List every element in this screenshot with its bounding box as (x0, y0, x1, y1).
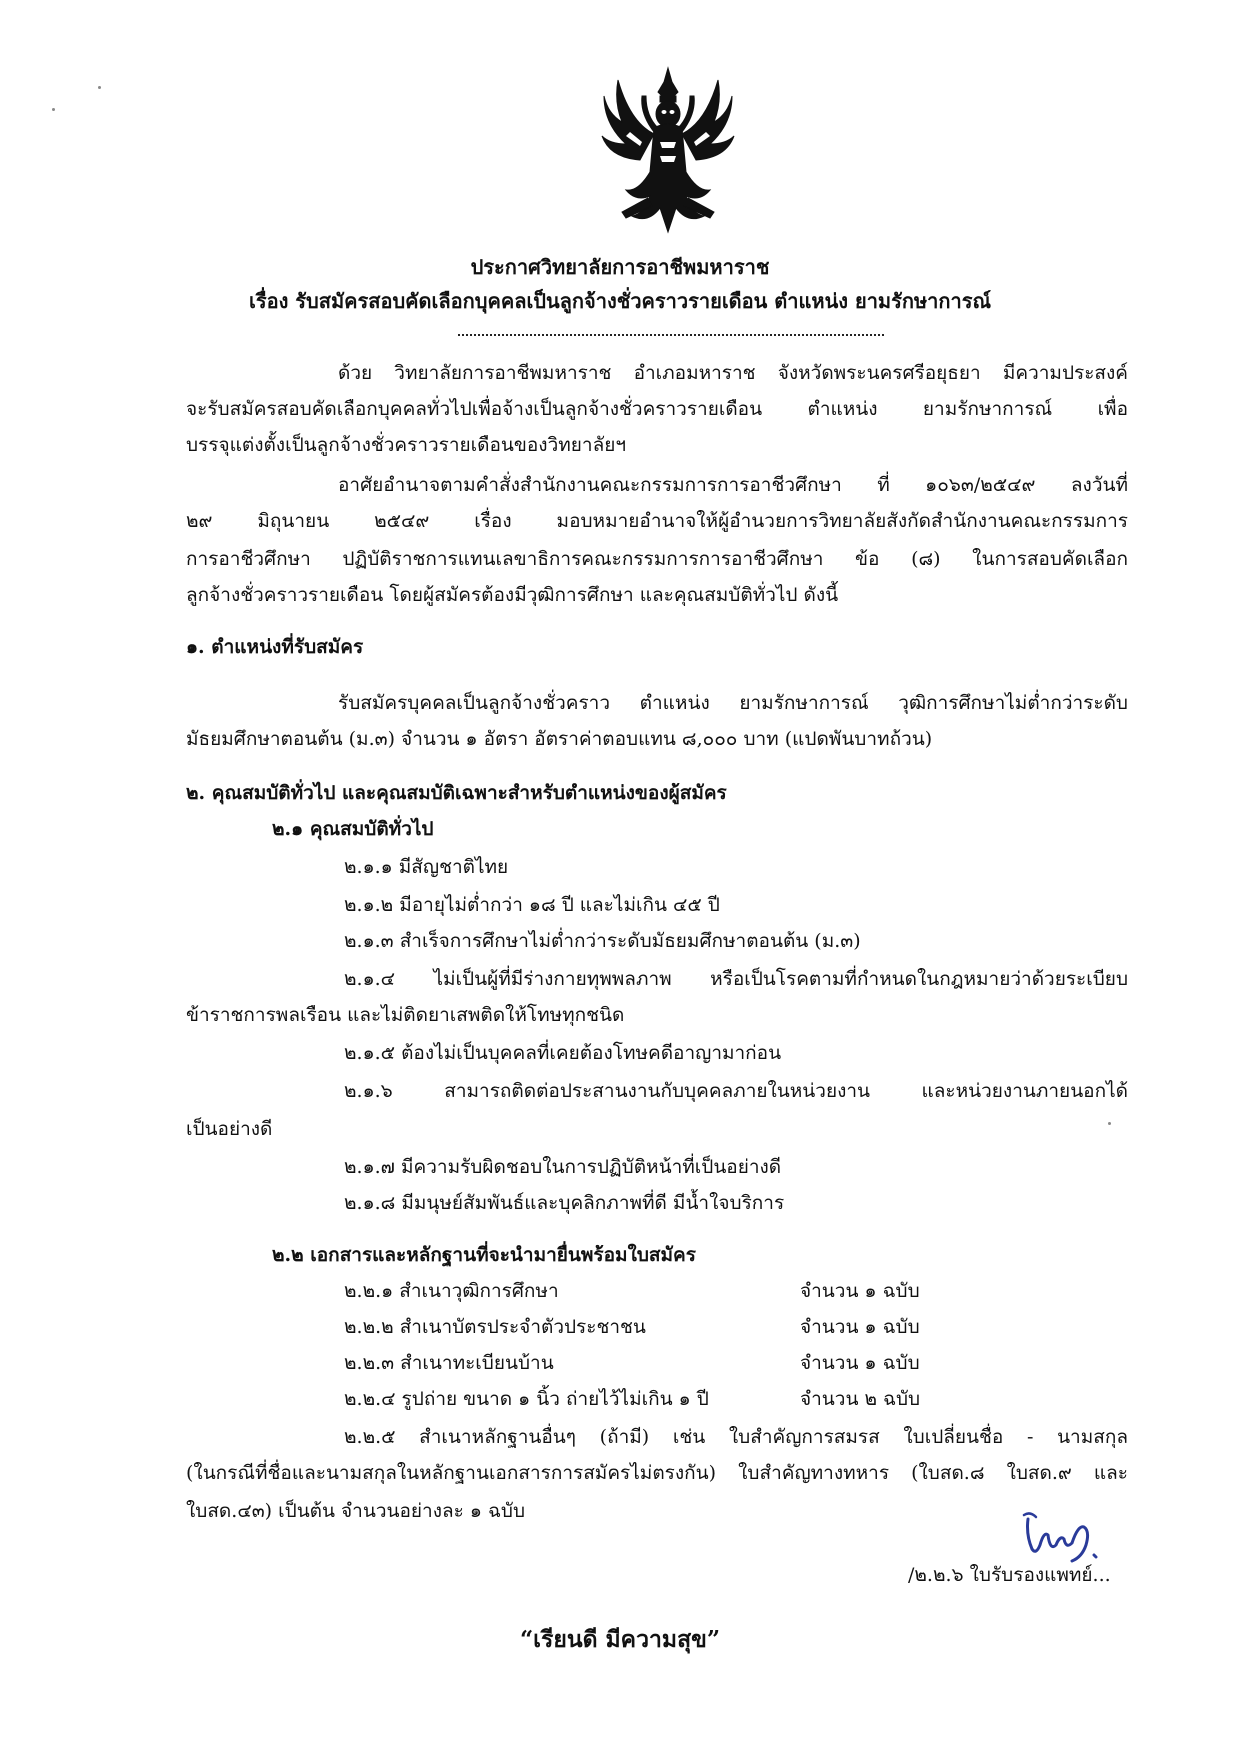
dotted-divider (458, 334, 884, 336)
section1-line2: มัธยมศึกษาตอนต้น (ม.๓) จำนวน ๑ อัตรา อัตราค่าตอบแทน ๘,๐๐๐ บาท (แปดพันบาทถ้วน) (186, 728, 933, 750)
document-copies: จำนวน ๑ ฉบับ (800, 1316, 920, 1338)
document-copies: จำนวน ๒ ฉบับ (800, 1388, 921, 1410)
signature-initials (1010, 1505, 1120, 1565)
announcement-subject: เรื่อง รับสมัครสอบคัดเลือกบุคคลเป็นลูกจ้างชั่วคราวรายเดือน ตำแหน่ง ยามรักษาการณ์ (248, 289, 992, 313)
announcement-title: ประกาศวิทยาลัยการอาชีพมหาราช (470, 255, 770, 279)
qualification-item: ๒.๑.๔ ไม่เป็นผู้ที่มีร่างกายทุพพลภาพ หรือเป็นโรคตามที่กำหนดในกฎหมายว่าด้วยระเบียบ (344, 968, 1128, 990)
section2-2-heading: ๒.๒ เอกสารและหลักฐานที่จะนำมายื่นพร้อมใบสมัคร (272, 1244, 696, 1266)
intro-p1-line1: ด้วย วิทยาลัยการอาชีพมหาราช อำเภอมหาราช จังหวัดพระนครศรีอยุธยา มีความประสงค์ (338, 362, 1128, 384)
document-item-225-line3: ใบสด.๔๓) เป็นต้น จำนวนอย่างละ ๑ ฉบับ (186, 1500, 526, 1522)
intro-p2-line2: ๒๙ มิถุนายน ๒๕๔๙ เรื่อง มอบหมายอำนาจให้ผู้อำนวยการวิทยาลัยสังกัดสำนักงานคณะกรรมการ (186, 510, 1128, 532)
intro-p2-line1: อาศัยอำนาจตามคำสั่งสำนักงานคณะกรรมการการอาชีวศึกษา ที่ ๑๐๖๓/๒๕๔๙ ลงวันที่ (338, 474, 1128, 496)
scan-speck (98, 86, 101, 89)
qualification-item-continued: เป็นอย่างดี (186, 1118, 273, 1140)
intro-p1-line2: จะรับสมัครสอบคัดเลือกบุคคลทั่วไปเพื่อจ้างเป็นลูกจ้างชั่วคราวรายเดือน ตำแหน่ง ยามรักษาการณ์ เพื่อ (186, 398, 1128, 420)
document-item-225-line2: (ในกรณีที่ชื่อและนามสกุลในหลักฐานเอกสารการสมัครไม่ตรงกัน) ใบสำคัญทางทหาร (ใบสด.๘ ใบสด.๙ และ (186, 1462, 1128, 1484)
qualification-item: ๒.๑.๘ มีมนุษย์สัมพันธ์และบุคลิกภาพที่ดี มีน้ำใจบริการ (344, 1192, 785, 1214)
intro-p2-line3: การอาชีวศึกษา ปฏิบัติราชการแทนเลขาธิการคณะกรรมการการอาชีวศึกษา ข้อ (๘) ในการสอบคัดเลือก (186, 548, 1128, 570)
document-item: ๒.๒.๓ สำเนาทะเบียนบ้าน (344, 1352, 554, 1374)
document-copies: จำนวน ๑ ฉบับ (800, 1280, 920, 1302)
qualification-item-continued: ข้าราชการพลเรือน และไม่ติดยาเสพติดให้โทษทุกชนิด (186, 1004, 625, 1026)
qualification-item: ๒.๑.๗ มีความรับผิดชอบในการปฏิบัติหน้าที่เป็นอย่างดี (344, 1156, 782, 1178)
document-item: ๒.๒.๔ รูปถ่าย ขนาด ๑ นิ้ว ถ่ายไว้ไม่เกิน ๑ ปี (344, 1388, 709, 1410)
section1-heading: ๑. ตำแหน่งที่รับสมัคร (186, 636, 364, 658)
section2-heading: ๒. คุณสมบัติทั่วไป และคุณสมบัติเฉพาะสำหรับตำแหน่งของผู้สมัคร (186, 782, 727, 804)
document-item: ๒.๒.๑ สำเนาวุฒิการศึกษา (344, 1280, 559, 1302)
document-item: ๒.๒.๒ สำเนาบัตรประจำตัวประชาชน (344, 1316, 646, 1338)
college-motto: “เรียนดี มีความสุข” (519, 1626, 721, 1653)
document-copies: จำนวน ๑ ฉบับ (800, 1352, 920, 1374)
scan-speck (52, 108, 55, 111)
qualification-item: ๒.๑.๖ สามารถติดต่อประสานงานกับบุคคลภายในหน่วยงาน และหน่วยงานภายนอกได้ (344, 1080, 1128, 1102)
qualification-item: ๒.๑.๕ ต้องไม่เป็นบุคคลที่เคยต้องโทษคดีอาญามาก่อน (344, 1042, 782, 1064)
section1-line1: รับสมัครบุคคลเป็นลูกจ้างชั่วคราว ตำแหน่ง ยามรักษาการณ์ วุฒิการศึกษาไม่ต่ำกว่าระดับ (338, 692, 1128, 714)
intro-p2-line4: ลูกจ้างชั่วคราวรายเดือน โดยผู้สมัครต้องมีวุฒิการศึกษา และคุณสมบัติทั่วไป ดังนี้ (186, 584, 839, 606)
qualification-item: ๒.๑.๓ สำเร็จการศึกษาไม่ต่ำกว่าระดับมัธยมศึกษาตอนต้น (ม.๓) (344, 930, 861, 952)
garuda-emblem-icon (600, 62, 736, 242)
section2-1-heading: ๒.๑ คุณสมบัติทั่วไป (272, 818, 434, 840)
scan-speck (1108, 1122, 1111, 1125)
qualification-item: ๒.๑.๒ มีอายุไม่ต่ำกว่า ๑๘ ปี และไม่เกิน ๔๕ ปี (344, 894, 720, 916)
continuation-note: /๒.๒.๖ ใบรับรองแพทย์... (908, 1564, 1111, 1586)
document-item-225-line1: ๒.๒.๕ สำเนาหลักฐานอื่นๆ (ถ้ามี) เช่น ใบสำคัญการสมรส ใบเปลี่ยนชื่อ - นามสกุล (344, 1426, 1128, 1448)
intro-p1-line3: บรรจุแต่งตั้งเป็นลูกจ้างชั่วคราวรายเดือนของวิทยาลัยฯ (186, 434, 627, 456)
qualification-item: ๒.๑.๑ มีสัญชาติไทย (344, 856, 509, 878)
